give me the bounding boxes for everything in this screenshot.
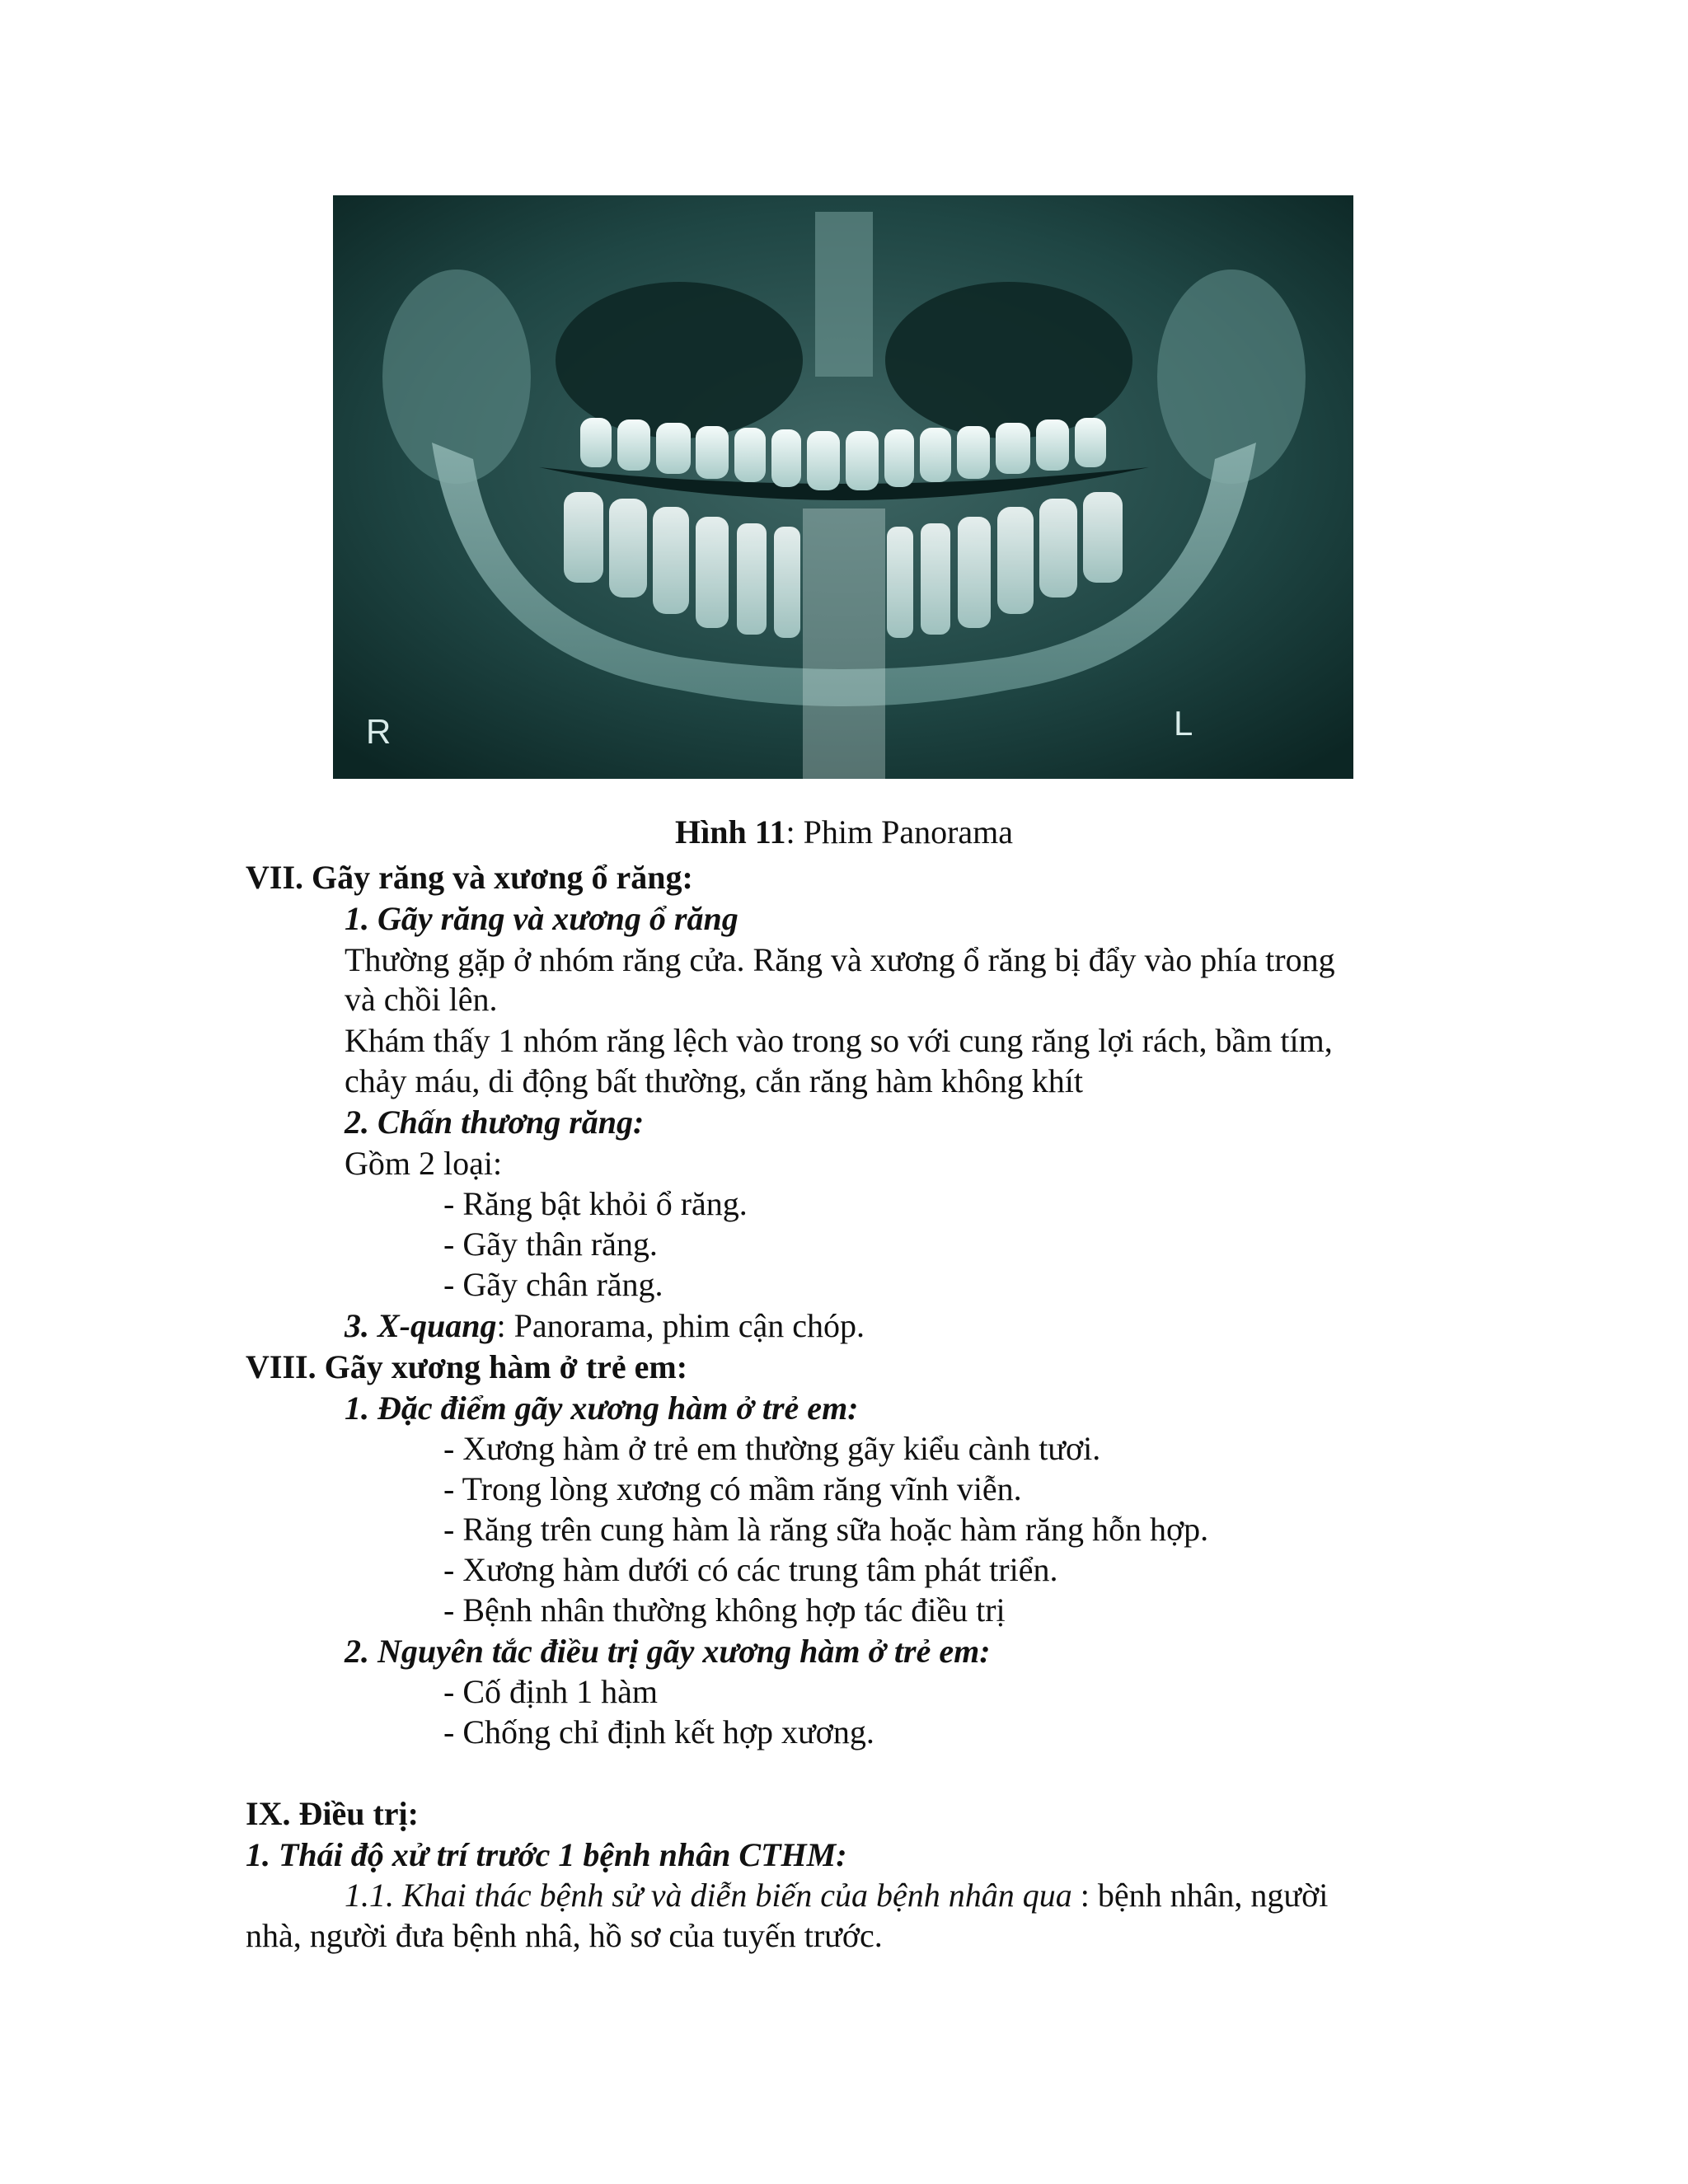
list-item: - Răng trên cung hàm là răng sữa hoặc hàm răng hỗn hợp. xyxy=(443,1511,1209,1548)
section-7-sub3-text: : Panorama, phim cận chóp. xyxy=(496,1307,865,1344)
section-7-sub3-label: 3. X-quang xyxy=(345,1307,497,1344)
list-item: - Xương hàm dưới có các trung tâm phát triển. xyxy=(443,1551,1058,1588)
figure-caption-label: Hình 11 xyxy=(674,813,786,851)
section-7-sub1-p2-line2: chảy máu, di động bất thường, cắn răng hàm không khít xyxy=(345,1062,1083,1099)
section-9-sub1-title: 1. Thái độ xử trí trước 1 bệnh nhân CTHM: xyxy=(246,1836,847,1873)
section-7-sub1-title: 1. Gãy răng và xương ổ răng xyxy=(345,900,738,937)
section-8-sub2-title: 2. Nguyên tắc điều trị gãy xương hàm ở trẻ em: xyxy=(345,1633,991,1670)
xray-marker-right: R xyxy=(366,712,392,751)
section-7-sub1-p2-line1: Khám thấy 1 nhóm răng lệch vào trong so với cung răng lợi rách, bầm tím, xyxy=(345,1022,1333,1059)
list-item: - Cố định 1 hàm xyxy=(443,1673,658,1710)
section-7-sub1-p1-line1: Thường gặp ở nhóm răng cửa. Răng và xương ổ răng bị đẩy vào phía trong xyxy=(345,941,1335,978)
section-9-sub1-1-label: 1.1. Khai thác bệnh sử và diễn biến của bệnh nhân qua xyxy=(345,1877,1072,1914)
section-7-sub1-p1-line2: và chồi lên. xyxy=(345,981,498,1018)
section-8-sub1-title: 1. Đặc điểm gãy xương hàm ở trẻ em: xyxy=(345,1390,859,1427)
xray-illustration xyxy=(333,195,1353,779)
section-9-sub1-1-line2: nhà, người đưa bệnh nhâ, hồ sơ của tuyến trước. xyxy=(246,1917,883,1954)
section-8-heading: VIII. Gãy xương hàm ở trẻ em: xyxy=(246,1348,688,1385)
section-9-heading: IX. Điều trị: xyxy=(246,1795,419,1832)
list-item: - Chống chỉ định kết hợp xương. xyxy=(443,1713,874,1750)
list-item: - Răng bật khỏi ổ răng. xyxy=(443,1185,748,1222)
section-7-sub2-title: 2. Chấn thương răng: xyxy=(345,1104,645,1141)
list-item: - Xương hàm ở trẻ em thường gãy kiểu cành tươi. xyxy=(443,1430,1101,1467)
section-7-sub3 xyxy=(345,1305,865,1347)
section-7-sub2-intro: Gồm 2 loại: xyxy=(345,1145,503,1182)
list-item: - Gãy thân răng. xyxy=(443,1226,658,1263)
section-9-sub1-1 xyxy=(345,1875,1426,1916)
figure-caption xyxy=(0,812,1688,853)
figure-caption-text: : Phim Panorama xyxy=(785,813,1014,851)
panorama-xray-image xyxy=(333,195,1353,779)
list-item: - Bệnh nhân thường không hợp tác điều trị xyxy=(443,1591,1006,1629)
xray-marker-left: L xyxy=(1174,704,1193,743)
section-9-sub1-1-text: : bệnh nhân, người xyxy=(1071,1877,1329,1914)
list-item: - Gãy chân răng. xyxy=(443,1266,663,1303)
section-7-heading: VII. Gãy răng và xương ổ răng: xyxy=(246,859,693,896)
list-item: - Trong lòng xương có mầm răng vĩnh viễn. xyxy=(443,1470,1022,1507)
